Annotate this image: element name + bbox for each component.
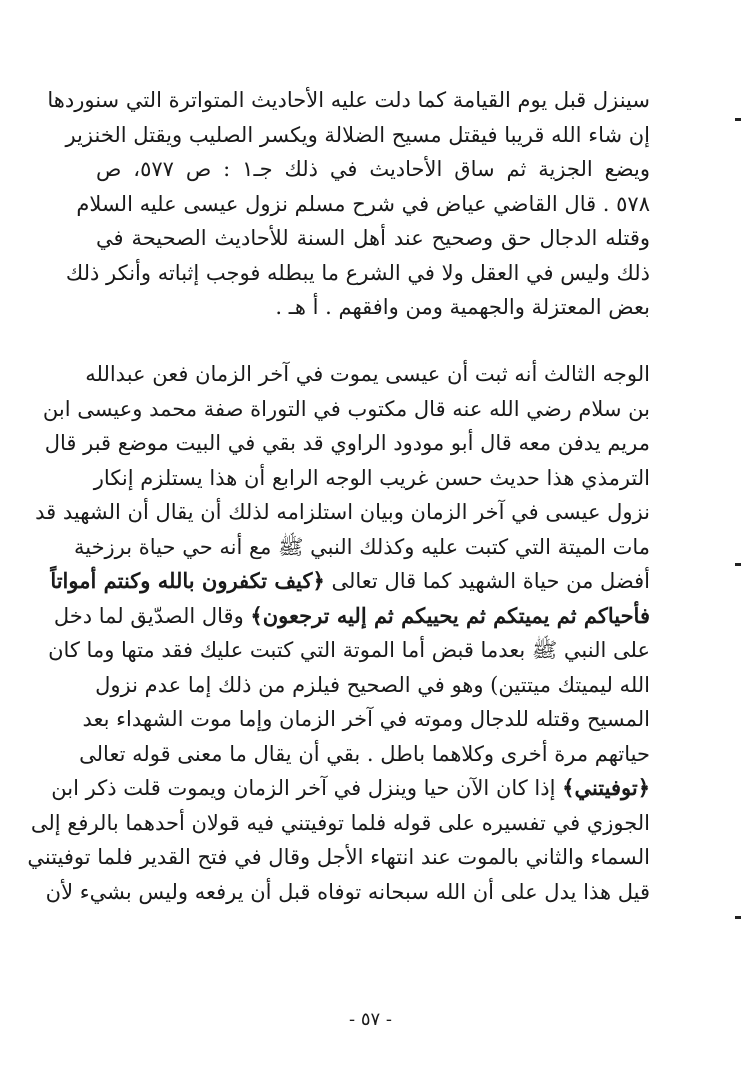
quran-verse: فأحياكم ثم يميتكم ثم يحييكم ثم إليه ترجعون﴾	[250, 602, 650, 628]
margin-tick	[735, 916, 741, 919]
text-line: قيل هذا يدل على أن الله سبحانه توفاه قبل أن يرفعه وليس بشيء لأن	[45, 879, 650, 904]
text-line	[53, 599, 650, 634]
text-line: سينزل قبل يوم القيامة كما دلت عليه الأحاديث المتواترة التي سنوردها	[47, 88, 650, 112]
text-line: وقتله الدجال حق وصحيح عند أهل السنة للأحاديث الصحيحة في	[96, 226, 650, 250]
text-line: الترمذي هذا حديث حسن غريب الوجه الرابع أن هذا يستلزم إنكار	[93, 465, 650, 490]
text-line	[51, 771, 650, 806]
text-line: نزول عيسى في آخر الزمان وبيان استلزامه لذلك أن يقال أن الشهيد قد	[35, 500, 650, 524]
line-text: أفضل من حياة الشهيد كما قال تعالى	[324, 569, 650, 593]
text-line: بعض المعتزلة والجهمية ومن وافقهم . أ هـ .	[275, 295, 650, 319]
text-line: ذلك وليس في العقل ولا في الشرع ما يبطله فوجب إثباته وأنكر ذلك	[65, 260, 650, 285]
quran-verse: ﴿كيف تكفرون بالله وكنتم أمواتاً	[50, 568, 325, 593]
line-text: إذا كان الآن حيا وينزل في آخر الزمان ويموت قلت ذكر ابن	[51, 776, 563, 800]
text-line: الوجه الثالث أنه ثبت أن عيسى يموت في آخر الزمان فعن عبدالله	[85, 362, 650, 386]
quran-verse: ﴿توفيتني﴾	[562, 775, 650, 800]
text-line: إن شاء الله قريبا فيقتل مسيح الضلالة ويكسر الصليب ويقتل الخنزير	[65, 122, 650, 147]
margin-tick	[735, 118, 741, 121]
line-text: وقال الصدّيق لما دخل	[53, 603, 251, 628]
text-line: الله ليميتك ميتتين) وهو في الصحيح فيلزم من ذلك إما عدم نزول	[95, 672, 650, 697]
paragraph-1	[47, 83, 650, 325]
text-line	[50, 564, 650, 599]
text-line: السماء والثاني بالموت عند انتهاء الأجل وقال في فتح القدير فلما توفيتني	[27, 845, 650, 869]
text-line: المسيح وقتله للدجال وموته في آخر الزمان وإما موت الشهداء بعد	[82, 707, 650, 731]
paragraph-2	[27, 357, 650, 909]
margin-tick	[735, 563, 741, 566]
text-line: الجوزي في تفسيره على قوله فلما توفيتني فيه قولان أحدهما بالرفع إلى	[30, 810, 650, 835]
text-line: على النبي ﷺ بعدما قبض أما الموتة التي كتبت عليك فقد متها وما كان	[48, 638, 650, 662]
text-line: مات الميتة التي كتبت عليه وكذلك النبي ﷺ مع أنه حي حياة برزخية	[73, 534, 650, 559]
text-line: مريم يدفن معه قال أبو مودود الراوي قد بقي في البيت موضع قبر قال	[44, 431, 650, 455]
text-line: بن سلام رضي الله عنه قال مكتوب في التوراة صفة محمد وعيسى ابن	[42, 396, 650, 421]
text-line: حياتهم مرة أخرى وكلاهما باطل . بقي أن يقال ما معنى قوله تعالى	[79, 741, 650, 766]
text-line: ويضع الجزية ثم ساق الأحاديث في ذلك جـ١ : ص ٥٧٧، ص	[96, 157, 650, 181]
page-number: - ٥٧ -	[349, 1009, 392, 1030]
text-line: ٥٧٨ . قال القاضي عياض في شرح مسلم نزول عيسى عليه السلام	[76, 191, 650, 216]
